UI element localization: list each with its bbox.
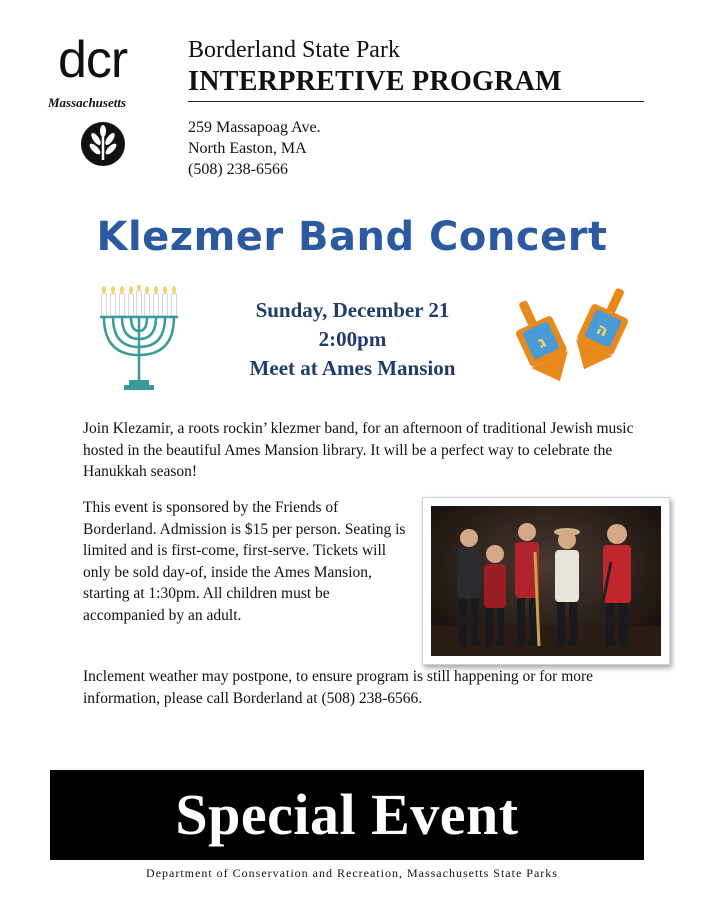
svg-text:ג: ג	[534, 331, 549, 352]
event-date: Sunday, December 21	[255, 298, 450, 322]
event-location: Meet at Ames Mansion	[249, 356, 456, 380]
park-address	[188, 117, 321, 180]
program-type: INTERPRETIVE PROGRAM	[188, 66, 562, 97]
banner-text: Special Event	[175, 782, 519, 847]
band-photo-frame	[422, 497, 670, 665]
event-time: 2:00pm	[318, 327, 387, 351]
band-photo	[431, 506, 661, 656]
dreidel-icon	[505, 283, 640, 393]
address-street: 259 Massapoag Ave.	[188, 119, 321, 136]
dcr-wordmark: dcr	[58, 31, 128, 89]
intro-paragraph: Join Klezamir, a roots rockin’ klezmer band, for an afternoon of traditional Jewish music hosted in the beautiful Ames Mansion library. It will be a perfect way to celebrate the Hanukkah season!	[83, 420, 634, 480]
address-phone: (508) 238-6566	[188, 161, 288, 178]
leaf-icon	[79, 120, 127, 168]
footer-agency: Department of Conservation and Recreation, Massachusetts State Parks	[146, 866, 558, 880]
menorah-icon	[98, 285, 180, 393]
svg-text:ה: ה	[593, 318, 612, 341]
special-event-banner	[50, 770, 644, 860]
park-name: Borderland State Park	[188, 37, 400, 63]
event-title: Klezmer Band Concert	[96, 214, 608, 260]
logo-state-name: Massachusetts	[48, 95, 127, 110]
admission-paragraph: This event is sponsored by the Friends of Borderland. Admission is $15 per person. Seating is limited and is first-come, first-serve. Tickets will only be sold day-of, inside the Ames Mansion, starting at 1:30pm. All children must be accompanied by an adult.	[83, 499, 406, 624]
event-details	[200, 296, 505, 383]
header-divider	[188, 101, 644, 102]
address-city: North Easton, MA	[188, 140, 307, 157]
weather-paragraph: Inclement weather may postpone, to ensure program is still happening or for more information, please call Borderland at (508) 238-6566.	[83, 668, 594, 707]
